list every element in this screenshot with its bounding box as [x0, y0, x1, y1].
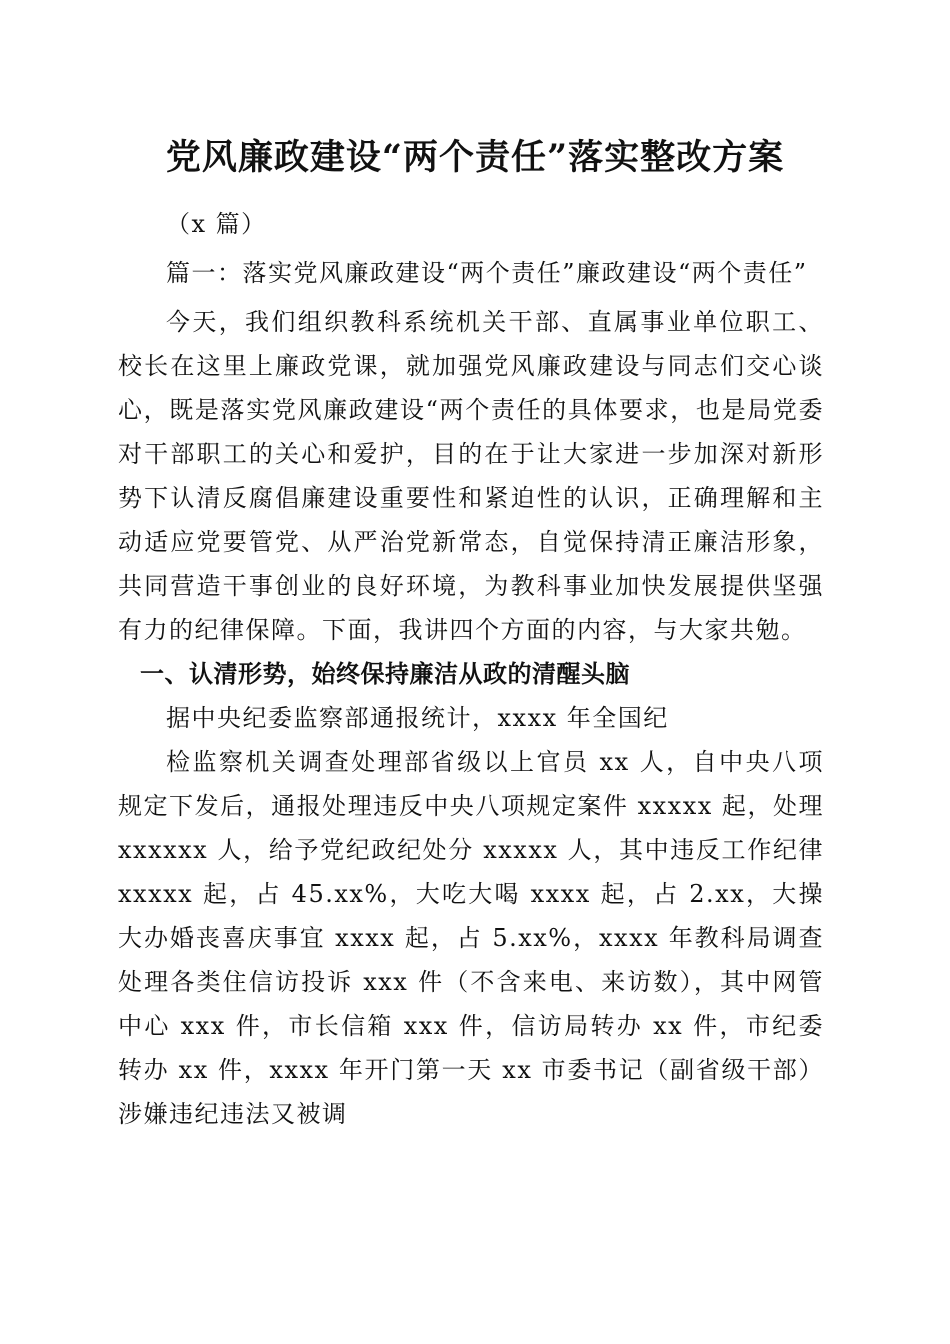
- paragraph-after-heading: 据中央纪委监察部通报统计，xxxx 年全国纪: [166, 704, 669, 732]
- statistics-paragraph: 检监察机关调查处理部省级以上官员 xx 人，自中央八项规定下发后，通报处理违反中央八项规定案件 xxxxx 起，处理 xxxxxx 人，给予党纪政纪处分 xxxxx 人，其中违反工作纪律 xxxxx 起，占 45.xx%，大吃大喝 xxxx 起，占 2.xx，大操大办婚丧喜庆事宜 xxxx 起，占 5.xx%，xxxx 年教科局调查处理各类住信访投诉 xxx 件（不含来电、来访数），其中网管中心 xxx 件，市长信箱 xxx 件，信访局转办 xx 件，市纪委转办 xx 件，xxxx 年开门第一天 xx 市委书记（副省级干部）涉嫌违纪违法又被调: [118, 748, 824, 1128]
- heading-one: 一、认清形势，始终保持廉洁从政的清醒头脑: [140, 660, 630, 688]
- document-body: [118, 202, 824, 1136]
- subtitle: （x 篇）: [166, 210, 267, 238]
- document-title: 党风廉政建设“两个责任”落实整改方案: [165, 137, 785, 178]
- intro-paragraph: 今天，我们组织教科系统机关干部、直属事业单位职工、校长在这里上廉政党课，就加强党风廉政建设与同志们交心谈心，既是落实党风廉政建设“两个责任的具体要求，也是局党委对干部职工的关心和爱护，目的在于让大家进一步加深对新形势下认清反腐倡廉建设重要性和紧迫性的认识，正确理解和主动适应党要管党、从严治党新常态，自觉保持清正廉洁形象，共同营造干事创业的良好环境，为教科事业加快发展提供坚强有力的纪律保障。下面，我讲四个方面的内容，与大家共勉。: [118, 308, 824, 644]
- section-title: 篇一：落实党风廉政建设“两个责任”廉政建设“两个责任”: [166, 259, 808, 287]
